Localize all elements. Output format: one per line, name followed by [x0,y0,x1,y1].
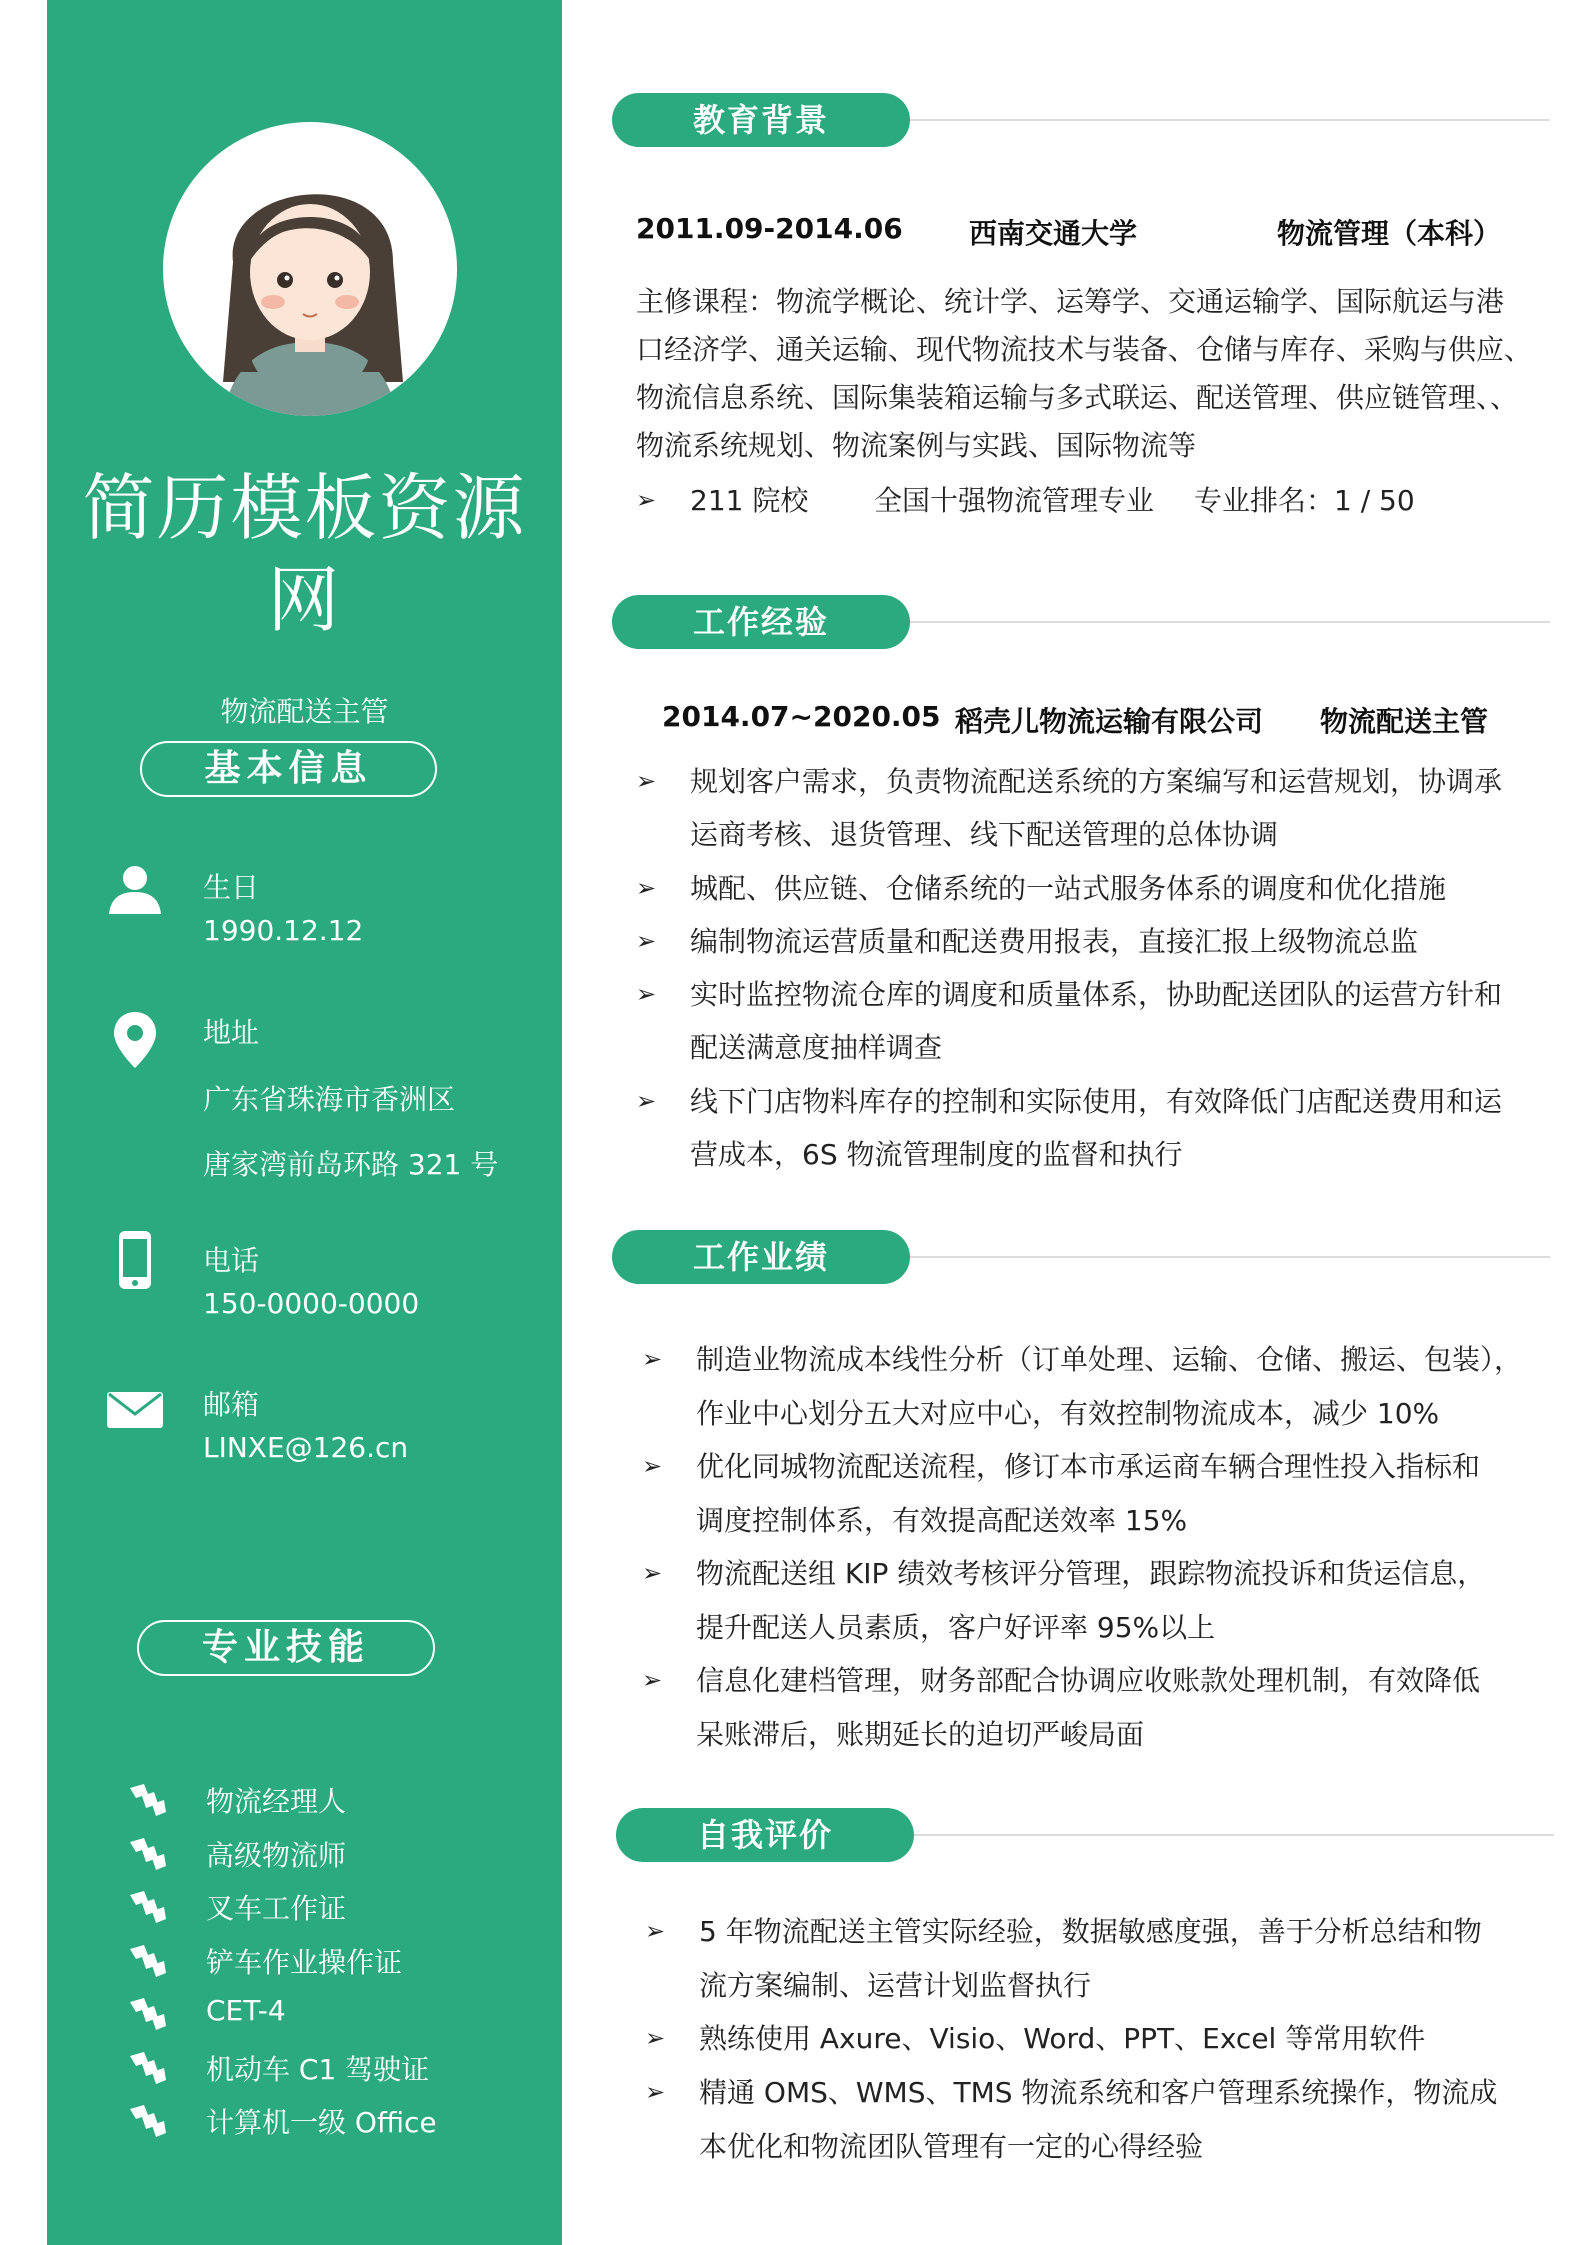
highlight-211: 211 院校 [690,484,809,517]
skill-label: 机动车 C1 驾驶证 [206,2053,430,2086]
diploma-icon [128,1782,168,1818]
diploma-icon [128,1836,168,1872]
skill-label: CET-4 [206,1994,286,2027]
highlight-top10: 全国十强物流管理专业 [874,484,1155,517]
education-school: 西南交通大学 [969,217,1138,250]
diploma-icon [128,1889,168,1925]
arrow-bullet-icon: ➢ [645,2078,666,2106]
email-value: LINXE@126.cn [203,1431,409,1464]
bullet-text: 物流配送组 KIP 绩效考核评分管理，跟踪物流投诉和货运信息， 提升配送人员素质，客户好评率 95%以上 [696,1557,1486,1644]
avatar-illustration [163,122,457,416]
address-line-1: 广东省珠海市香洲区 [203,1083,456,1116]
address-line-2: 唐家湾前岛环路 321 号 [203,1148,499,1181]
job-title: 物流配送主管 [220,695,389,728]
skill-label: 铲车作业操作证 [206,1946,403,1979]
section-divider [910,119,1550,121]
arrow-bullet-icon: ➢ [636,1087,657,1115]
education-title: 教育背景 [612,93,910,147]
skills-heading: 专业技能 [137,1620,435,1676]
diploma-icon [128,1996,168,2032]
birthday-value: 1990.12.12 [203,914,364,947]
highlight-ranking: 专业排名：1 / 50 [1194,484,1415,517]
diploma-icon [128,1943,168,1979]
bullet-text: 熟练使用 Axure、Visio、Word、PPT、Excel 等常用软件 [699,2022,1426,2055]
section-divider [914,1834,1554,1836]
candidate-name: 简历模板资源 网 [82,466,527,642]
bullet-text: 线下门店物料库存的控制和实际使用，有效降低门店配送费用和运 营成本，6S 物流管理制度的监督和执行 [690,1085,1503,1172]
arrow-bullet-icon: ➢ [636,980,657,1008]
bullet-text: 优化同城物流配送流程，修订本市承运商车辆合理性投入指标和 调度控制体系，有效提高配送效率 15% [696,1450,1481,1537]
arrow-bullet-icon: ➢ [645,1917,666,1945]
mail-icon [105,1380,165,1440]
phone-label: 电话 [203,1244,260,1277]
arrow-bullet-icon: ➢ [642,1452,663,1480]
diploma-icon [128,2050,168,2086]
skill-label: 物流经理人 [206,1785,347,1818]
diploma-icon [128,2103,168,2139]
self-eval-title: 自我评价 [616,1808,914,1862]
skill-label: 叉车工作证 [206,1892,347,1925]
basic-info-heading: 基本信息 [140,741,437,797]
bullet-text: 实时监控物流仓库的调度和质量体系，协助配送团队的运营方针和 配送满意度抽样调查 [690,978,1503,1065]
person-icon [105,862,165,922]
email-label: 邮箱 [203,1388,260,1421]
arrow-bullet-icon: ➢ [636,486,657,514]
arrow-bullet-icon: ➢ [636,874,657,902]
location-pin-icon [105,1010,165,1070]
phone-icon [105,1230,165,1290]
arrow-bullet-icon: ➢ [636,767,657,795]
arrow-bullet-icon: ➢ [642,1345,663,1373]
education-courses: 主修课程：物流学概论、统计学、运筹学、交通运输学、国际航运与港 口经济学、通关运输、现代物流技术与装备、仓储与库存、采购与供应、 物流信息系统、国际集装箱运输与多式联运、配送管理、供应链管理、、 物流系统规划、物流案例与实践、国际物流等 [636,285,1533,462]
bullet-text: 编制物流运营质量和配送费用报表，直接汇报上级物流总监 [690,925,1419,958]
bullet-text: 制造业物流成本线性分析（订单处理、运输、仓储、搬运、包装）， 作业中心划分五大对应中心，有效控制物流成本，减少 10% [696,1343,1523,1430]
work-title: 工作经验 [612,595,910,649]
skill-label: 计算机一级 Office [206,2106,437,2139]
arrow-bullet-icon: ➢ [645,2024,666,2052]
birthday-label: 生日 [203,871,260,904]
bullet-text: 5 年物流配送主管实际经验，数据敏感度强，善于分析总结和物 流方案编制、运营计划监督执行 [699,1915,1482,2002]
bullet-text: 规划客户需求，负责物流配送系统的方案编写和运营规划，协调承 运商考核、退货管理、线下配送管理的总体协调 [690,765,1503,852]
bullet-text: 城配、供应链、仓储系统的一站式服务体系的调度和优化措施 [690,872,1447,905]
work-company: 稻壳儿物流运输有限公司 [955,705,1264,738]
skill-label: 高级物流师 [206,1839,347,1872]
section-divider [910,621,1550,623]
achievements-title: 工作业绩 [612,1230,910,1284]
work-position: 物流配送主管 [1320,705,1489,738]
address-label: 地址 [203,1016,260,1049]
education-major: 物流管理（本科） [1277,217,1502,250]
arrow-bullet-icon: ➢ [642,1666,663,1694]
avatar [163,122,457,416]
arrow-bullet-icon: ➢ [636,927,657,955]
phone-value: 150-0000-0000 [203,1287,420,1320]
bullet-text: 信息化建档管理，财务部配合协调应收账款处理机制，有效降低 呆账滞后，账期延长的迫切严峻局面 [696,1664,1481,1751]
bullet-text: 精通 OMS、WMS、TMS 物流系统和客户管理系统操作，物流成 本优化和物流团队管理有一定的心得经验 [699,2076,1498,2163]
work-period: 2014.07~2020.05 [662,700,941,733]
arrow-bullet-icon: ➢ [642,1559,663,1587]
section-divider [910,1256,1550,1258]
education-period: 2011.09-2014.06 [636,212,903,245]
